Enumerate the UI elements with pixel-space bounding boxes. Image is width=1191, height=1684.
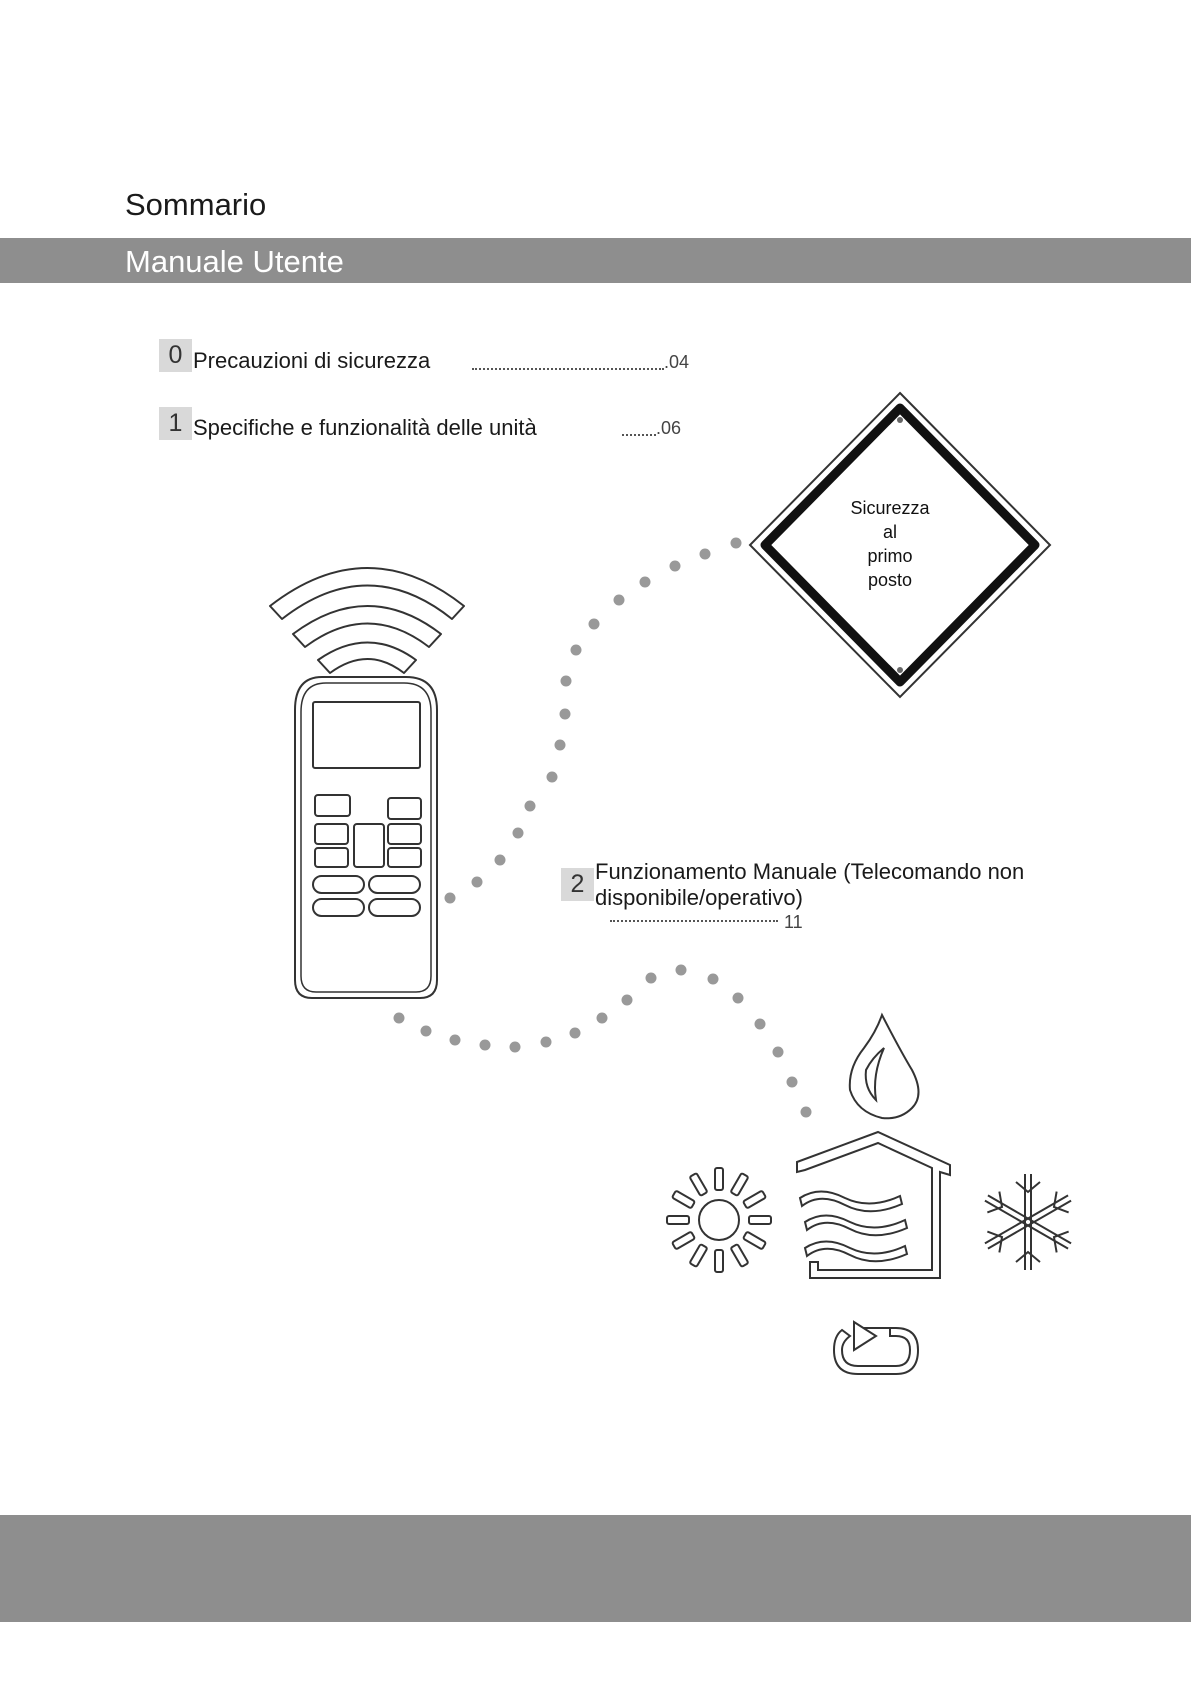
- footer-band: [0, 1515, 1191, 1622]
- toc-page-1: .06: [656, 418, 682, 438]
- toc-link-safety[interactable]: Precauzioni di sicurezza: [193, 348, 431, 373]
- toc-number-1: 1: [159, 407, 192, 440]
- sun-icon: [667, 1168, 771, 1272]
- house-air-icon: [797, 1132, 950, 1278]
- section-band-title: Manuale Utente: [125, 244, 344, 279]
- toc-page-0: .04: [664, 352, 690, 372]
- toc-number-2: 2: [561, 868, 594, 901]
- toc-link-specs[interactable]: Specifiche e funzionalità delle unità: [193, 415, 537, 440]
- cycle-icon: [834, 1322, 918, 1374]
- toc-link-manual-operation[interactable]: Funzionamento Manuale (Telecomando non: [595, 859, 1025, 884]
- snowflake-icon: [980, 1174, 1075, 1270]
- toc-page-2: 11: [784, 912, 803, 932]
- toc-link-manual-operation-line2[interactable]: disponibile/operativo): [595, 885, 803, 910]
- page-title: Sommario: [125, 187, 267, 222]
- wifi-signal-icon: [270, 568, 464, 673]
- toc-number-0: 0: [159, 339, 192, 372]
- safety-sign-text: Sicurezza al primo posto: [850, 498, 930, 590]
- water-drop-icon: [850, 1015, 919, 1118]
- dotted-path-lower: [394, 965, 812, 1118]
- remote-control-icon: [295, 677, 437, 998]
- dotted-path-upper: [445, 538, 742, 904]
